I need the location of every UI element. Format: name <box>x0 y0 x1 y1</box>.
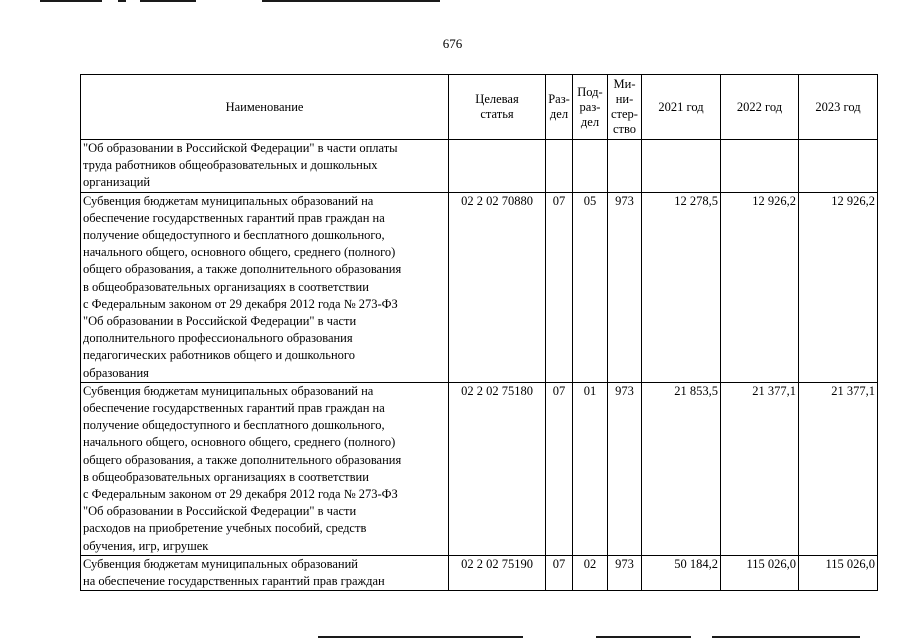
header-ministry <box>608 75 642 140</box>
page-number: 676 <box>442 36 463 51</box>
row-amount-2021: 50 184,2 <box>642 555 721 590</box>
row-name-line: образования <box>83 365 149 380</box>
scan-artifact-top-3 <box>140 0 196 2</box>
scan-artifact-top-2 <box>118 0 126 2</box>
row-name-line: с Федеральным законом от 29 декабря 2012 года № 273-ФЗ <box>83 296 398 311</box>
row-amount-2023: 21 377,1 <box>799 382 878 555</box>
row-name-line: обучения, игр, игрушек <box>83 538 209 553</box>
row-subsection: 01 <box>573 382 608 555</box>
header-ministry-line: ство <box>612 122 637 136</box>
row-amount-2021 <box>642 140 721 193</box>
table-row <box>81 140 878 193</box>
row-name-line: Субвенция бюджетам муниципальных образований на <box>83 193 374 208</box>
row-name-line: начального общего, основного общего, среднего (полного) <box>83 435 396 450</box>
header-2021: 2021 год <box>642 75 721 140</box>
row-name <box>81 140 449 193</box>
row-name-line: "Об образовании в Российской Федерации" в части <box>83 504 357 519</box>
row-name-line: Субвенция бюджетам муниципальных образований <box>83 556 358 571</box>
row-section: 07 <box>546 192 573 382</box>
row-amount-2022: 115 026,0 <box>721 555 799 590</box>
row-name-line: обеспечение государственных гарантий прав граждан на <box>83 401 385 416</box>
row-name-line: расходов на приобретение учебных пособий, средств <box>83 521 367 536</box>
header-subsection-line: раз- <box>579 99 601 114</box>
row-amount-2021: 21 853,5 <box>642 382 721 555</box>
scan-artifact-top-1 <box>40 0 102 2</box>
row-name-line: дополнительного профессионального образования <box>83 331 353 346</box>
row-target-article <box>449 140 546 193</box>
row-name-line: с Федеральным законом от 29 декабря 2012 года № 273-ФЗ <box>83 487 398 502</box>
header-name: Наименование <box>81 75 449 140</box>
header-target-line: Целевая <box>475 92 519 106</box>
row-section: 07 <box>546 382 573 555</box>
row-name-line: "Об образовании в Российской Федерации" в части <box>83 314 357 329</box>
row-name-line: общего образования, а также дополнительного образования <box>83 262 402 277</box>
row-target-article: 02 2 02 70880 <box>449 192 546 382</box>
row-name-line: Субвенция бюджетам муниципальных образований на <box>83 383 374 398</box>
row-target-article: 02 2 02 75180 <box>449 382 546 555</box>
row-ministry: 973 <box>608 555 642 590</box>
row-name-line: педагогических работников общего и дошкольного <box>83 348 355 363</box>
scan-artifact-bottom-3 <box>712 636 860 638</box>
row-ministry: 973 <box>608 192 642 382</box>
table-header <box>81 75 878 140</box>
row-name-line: начального общего, основного общего, среднего (полного) <box>83 245 396 260</box>
row-name-line: получение общедоступного и бесплатного дошкольного, <box>83 418 385 433</box>
row-name <box>81 555 449 590</box>
header-row <box>81 75 878 140</box>
header-subsection <box>573 75 608 140</box>
header-2023: 2023 год <box>799 75 878 140</box>
scan-artifact-bottom-2 <box>596 636 691 638</box>
row-amount-2021: 12 278,5 <box>642 192 721 382</box>
row-name <box>81 382 449 555</box>
header-ministry-line: стер- <box>611 107 638 121</box>
table-row <box>81 382 878 555</box>
row-name-line: в общеобразовательных организациях в соответствии <box>83 469 369 484</box>
row-name-line: обеспечение государственных гарантий прав граждан на <box>83 210 385 225</box>
header-2022: 2022 год <box>721 75 799 140</box>
header-ministry-line: ни- <box>615 92 634 106</box>
row-subsection <box>573 140 608 193</box>
scan-artifact-bottom-1 <box>318 636 523 638</box>
row-section: 07 <box>546 555 573 590</box>
header-section <box>546 75 573 140</box>
table-row <box>81 555 878 590</box>
row-name-line: на обеспечение государственных гарантий прав граждан <box>83 574 385 589</box>
header-target-article <box>449 75 546 140</box>
row-name-line: труда работников общеобразовательных и дошкольных <box>83 158 378 173</box>
header-subsection-line: Под- <box>577 84 603 99</box>
budget-table <box>80 74 878 591</box>
header-ministry-line: Ми- <box>613 77 636 91</box>
row-ministry <box>608 140 642 193</box>
row-amount-2023: 115 026,0 <box>799 555 878 590</box>
header-section-line: дел <box>549 107 569 121</box>
row-name-line: получение общедоступного и бесплатного дошкольного, <box>83 228 385 243</box>
row-ministry: 973 <box>608 382 642 555</box>
row-name <box>81 192 449 382</box>
row-amount-2022 <box>721 140 799 193</box>
row-target-article: 02 2 02 75190 <box>449 555 546 590</box>
row-amount-2022: 21 377,1 <box>721 382 799 555</box>
row-section <box>546 140 573 193</box>
row-amount-2023 <box>799 140 878 193</box>
row-name-line: "Об образовании в Российской Федерации" в части оплаты <box>83 141 398 155</box>
header-subsection-line: дел <box>580 114 600 129</box>
scan-artifact-top-4 <box>262 0 440 2</box>
row-subsection: 02 <box>573 555 608 590</box>
row-name-line: общего образования, а также дополнительного образования <box>83 452 402 467</box>
table-row <box>81 192 878 382</box>
row-name-line: в общеобразовательных организациях в соответствии <box>83 279 369 294</box>
row-name-line: организаций <box>83 175 151 190</box>
row-subsection: 05 <box>573 192 608 382</box>
row-amount-2022: 12 926,2 <box>721 192 799 382</box>
table-body <box>81 140 878 591</box>
header-section-line: Раз- <box>548 92 570 106</box>
header-target-line: статья <box>480 107 514 121</box>
row-amount-2023: 12 926,2 <box>799 192 878 382</box>
